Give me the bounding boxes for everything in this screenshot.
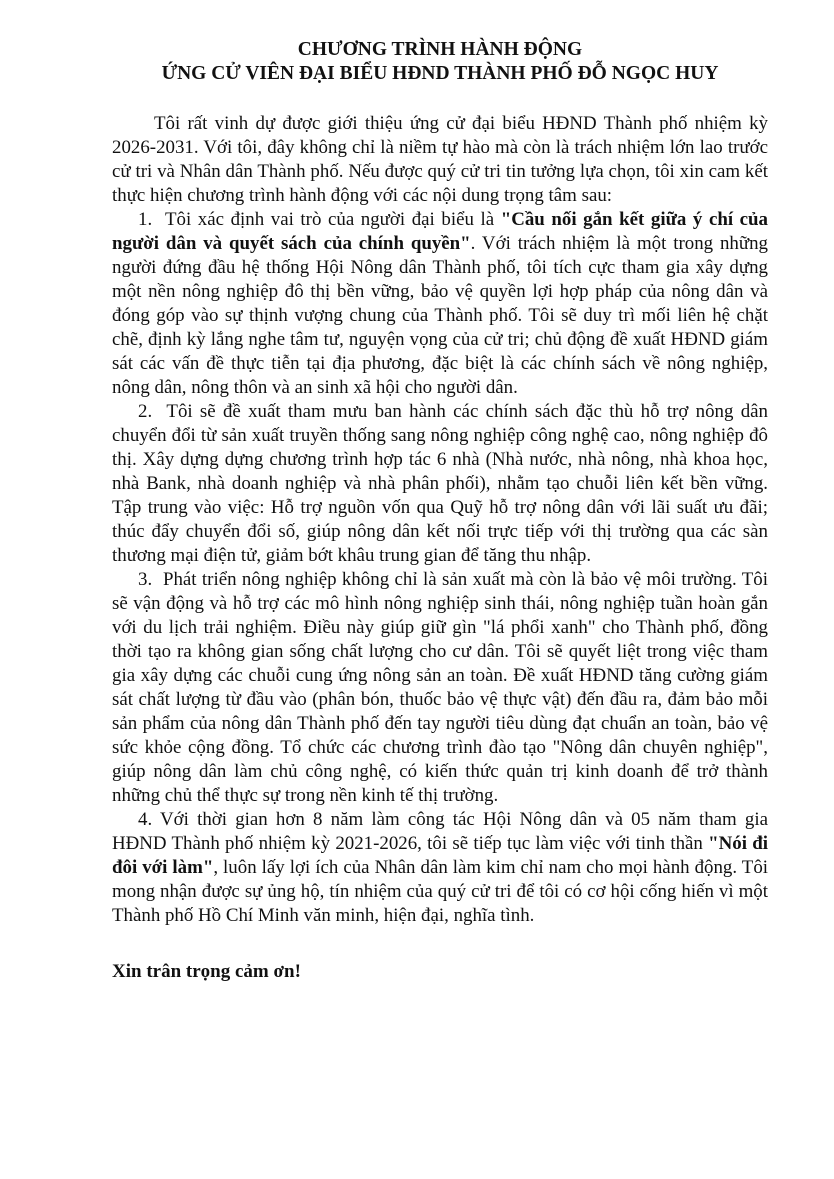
- item-3-text: Phát triển nông nghiệp không chỉ là sản xuất mà còn là bảo vệ môi trường. Tôi sẽ vận động và hỗ trợ các mô hình nông nghiệp sinh thái, nông nghiệp tuần hoàn gắn với du lịch trải nghiệm. Điều này giúp giữ gìn "lá phổi xanh" cho Thành phố, đồng thời tạo ra không gian sống chất lượng cho cư dân. Tôi sẽ quyết liệt trong việc tham gia xây dựng các chuỗi cung ứng nông sản an toàn. Đề xuất HĐND tăng cường giám sát chất lượng từ đầu vào (phân bón, thuốc bảo vệ thực vật) đến đầu ra, đảm bảo mỗi sản phẩm của nông dân Thành phố đến tay người tiêu dùng đạt chuẩn an toàn, bảo vệ sức khỏe cộng đồng. Tổ chức các chương trình đào tạo "Nông dân chuyên nghiệp", giúp nông dân làm chủ công nghệ, có kiến thức quản trị kinh doanh để trở thành những chủ thể thực sự trong nền kinh tế thị trường.: [112, 569, 768, 806]
- item-4-number: 4.: [138, 809, 153, 830]
- item-2: [112, 400, 768, 568]
- item-2-text: Tôi sẽ đề xuất tham mưu ban hành các chính sách đặc thù hỗ trợ nông dân chuyển đổi từ sản xuất truyền thống sang nông nghiệp công nghệ cao, nông nghiệp đô thị. Xây dựng dựng chương trình hợp tác 6 nhà (Nhà nước, nhà nông, nhà khoa học, nhà Bank, nhà doanh nghiệp và nhà phân phối), nhằm tạo chuỗi liên kết bền vững. Tập trung vào việc: Hỗ trợ nguồn vốn qua Quỹ hỗ trợ nông dân với lãi suất ưu đãi; thúc đẩy chuyển đổi số, giúp nông dân kết nối trực tiếp với thị trường qua các sàn thương mại điện tử, giảm bớt khâu trung gian để tăng thu nhập.: [112, 401, 768, 566]
- title-line-2: ỨNG CỬ VIÊN ĐẠI BIỂU HĐND THÀNH PHỐ ĐỖ NGỌC HUY: [161, 63, 719, 84]
- item-4-text-after: , luôn lấy lợi ích của Nhân dân làm kim chỉ nam cho mọi hành động. Tôi mong nhận được sự ủng hộ, tín nhiệm của quý cử tri để tôi có cơ hội cống hiến vì một Thành phố Hồ Chí Minh văn minh, hiện đại, nghĩa tình.: [112, 857, 769, 926]
- item-1: [112, 208, 768, 400]
- intro-paragraph: Tôi rất vinh dự được giới thiệu ứng cử đại biểu HĐND Thành phố nhiệm kỳ 2026-2031. Với tôi, đây không chỉ là niềm tự hào mà còn là trách nhiệm lớn lao trước cử tri và Nhân dân Thành phố. Nếu được quý cử tri tin tưởng lựa chọn, tôi xin cam kết thực hiện chương trình hành động với các nội dung trọng tâm sau:: [112, 113, 768, 206]
- title-line-1: CHƯƠNG TRÌNH HÀNH ĐỘNG: [297, 39, 583, 60]
- item-1-text-after: . Với trách nhiệm là một trong những người đứng đầu hệ thống Hội Nông dân Thành phố, tôi tích cực tham gia xây dựng một nền nông nghiệp đô thị bền vững, bảo vệ quyền lợi hợp pháp của nông dân và đóng góp vào sự thịnh vượng chung của Thành phố. Tôi sẽ duy trì mối liên hệ chặt chẽ, định kỳ lắng nghe tâm tư, nguyện vọng của cử tri; chủ động đề xuất HĐND giám sát các vấn đề thực tiễn tại địa phương, đặc biệt là các chính sách về nông nghiệp, nông dân, nông thôn và an sinh xã hội cho người dân.: [112, 233, 768, 398]
- item-4: [112, 808, 768, 928]
- item-1-bold: "Cầu nối gắn kết giữa ý chí của người dân và quyết sách của chính quyền": [112, 209, 769, 254]
- item-4-text-before: Với thời gian hơn 8 năm làm công tác Hội Nông dân và 05 năm tham gia HĐND Thành phố nhiệm kỳ 2021-2026, tôi sẽ tiếp tục làm việc với tinh thần: [112, 809, 768, 854]
- item-1-number: 1.: [138, 209, 153, 230]
- document-title: [112, 38, 768, 86]
- item-3-number: 3.: [138, 569, 153, 590]
- item-1-text-before: Tôi xác định vai trò của người đại biểu là: [165, 209, 501, 230]
- closing-text: Xin trân trọng cảm ơn!: [112, 961, 301, 982]
- item-3: [112, 568, 768, 808]
- item-2-number: 2.: [138, 401, 153, 422]
- item-4-bold: "Nói đi đôi với làm": [112, 833, 768, 878]
